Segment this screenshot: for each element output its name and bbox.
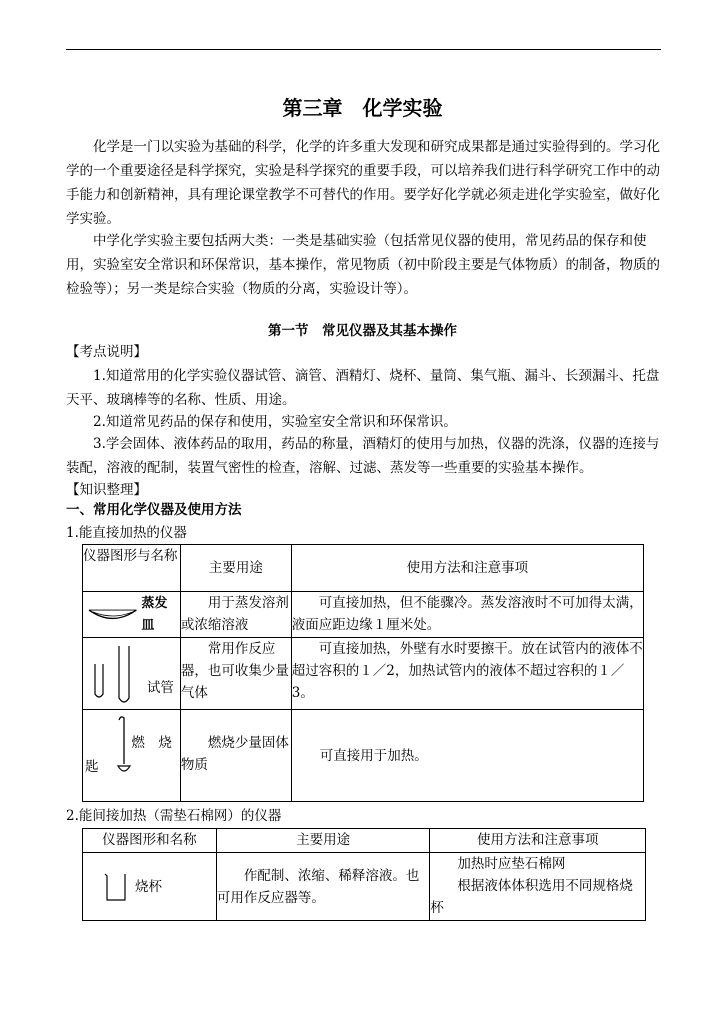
note-line: 根据液体体积选用不同规格烧杯 xyxy=(430,878,633,916)
test-tube-icon xyxy=(91,644,133,708)
chapter-title: 第三章 化学实验 xyxy=(282,96,443,120)
section-title: 第一节 常见仪器及其基本操作 xyxy=(268,323,457,339)
table-header-row xyxy=(83,545,644,592)
use-cell: 作配制、浓缩、稀释溶液。也可用作反应器等。 xyxy=(216,853,430,921)
table-row xyxy=(83,710,644,802)
intro-paragraph-1: 化学是一门以实验为基础的科学，化学的许多重大发现和研究成果都是通过实验得到的。学习化学的一个重要途径是科学探究，实验是科学探究的重要手段，可以培养我们进行科学研究工作中的动手能力和创新精神，具有理论课堂教学不可替代的作用。要学好化学就必须走进化学实验室，做好化学实验。 xyxy=(66,139,660,227)
header-cell-note: 使用方法和注意事项 xyxy=(430,829,646,853)
subheading-indirect-heating: 2.能间接加热（需垫石棉网）的仪器 xyxy=(66,808,282,824)
kaodian-label: 【考点说明】 xyxy=(66,344,147,360)
instrument-name: 试管 xyxy=(146,680,174,696)
instrument-name-part: 燃 烧 xyxy=(131,735,172,751)
instrument-cell xyxy=(83,710,181,802)
table-indirect-heating xyxy=(82,828,646,921)
note-cell xyxy=(430,853,646,921)
instrument-name: 烧杯 xyxy=(135,878,162,895)
instrument-cell xyxy=(83,638,181,710)
table-row xyxy=(83,638,644,710)
instrument-cell xyxy=(83,853,217,921)
header-cell-use: 主要用途 xyxy=(180,545,291,592)
header-cell-name: 仪器图形与名称 xyxy=(83,545,181,592)
instrument-name-part: 匙 xyxy=(85,759,99,775)
header-cell-use: 主要用途 xyxy=(216,829,430,853)
table-header-row xyxy=(83,829,646,853)
point-3: 3.学会固体、液体药品的取用，药品的称量，酒精灯的使用与加热，仪器的洗涤，仪器的连接与装配，溶液的配制，装置气密性的检查，溶解、过滤、蒸发等一些重要的实验基本操作。 xyxy=(66,436,660,476)
use-cell: 燃烧少量固体物质 xyxy=(180,710,291,802)
table-row xyxy=(83,592,644,638)
note-cell: 可直接加热，外壁有水时要擦干。放在试管内的液体不超过容积的１／2，加热试管内的液体不超过容积的１／3。 xyxy=(291,638,643,710)
note-cell: 可直接加热，但不能骤冷。蒸发溶液时不可加得太满，液面应距边缘１厘米处。 xyxy=(291,592,643,638)
header-cell-note: 使用方法和注意事项 xyxy=(291,545,643,592)
evaporating-dish-icon xyxy=(87,605,138,625)
intro-paragraph-2: 中学化学实验主要包括两大类：一类是基础实验（包括常见仪器的使用，常见药品的保存和使用，实验室安全常识和环保常识，基本操作，常见物质（初中阶段主要是气体物质）的制备，物质的检验等）；另一类是综合实验（物质的分离，实验设计等）。 xyxy=(66,233,660,297)
table-row xyxy=(83,853,646,921)
use-cell: 用于蒸发溶剂或浓缩溶液 xyxy=(180,592,291,638)
heading-instruments: 一、常用化学仪器及使用方法 xyxy=(66,502,242,518)
beaker-icon xyxy=(103,872,129,902)
zhishi-label: 【知识整理】 xyxy=(66,482,147,498)
header-rule xyxy=(66,49,661,50)
instrument-name: 蒸发皿 xyxy=(141,595,168,633)
note-cell: 可直接用于加热。 xyxy=(291,710,643,802)
header-cell-name: 仪器图形和名称 xyxy=(83,829,217,853)
note-line: 加热时应垫石棉网 xyxy=(457,856,566,872)
subheading-direct-heating: 1.能直接加热的仪器 xyxy=(66,525,187,541)
point-2: 2.知道常见药品的保存和使用，实验室安全常识和环保常识。 xyxy=(93,414,457,430)
instrument-cell xyxy=(83,592,181,638)
point-1: 1.知道常用的化学实验仪器试管、滴管、酒精灯、烧杯、量筒、集气瓶、漏斗、长颈漏斗、托盘天平、玻璃棒等的名称、性质、用途。 xyxy=(66,368,660,408)
table-direct-heating xyxy=(82,544,644,802)
use-cell: 常用作反应器，也可收集少量气体 xyxy=(180,638,291,710)
